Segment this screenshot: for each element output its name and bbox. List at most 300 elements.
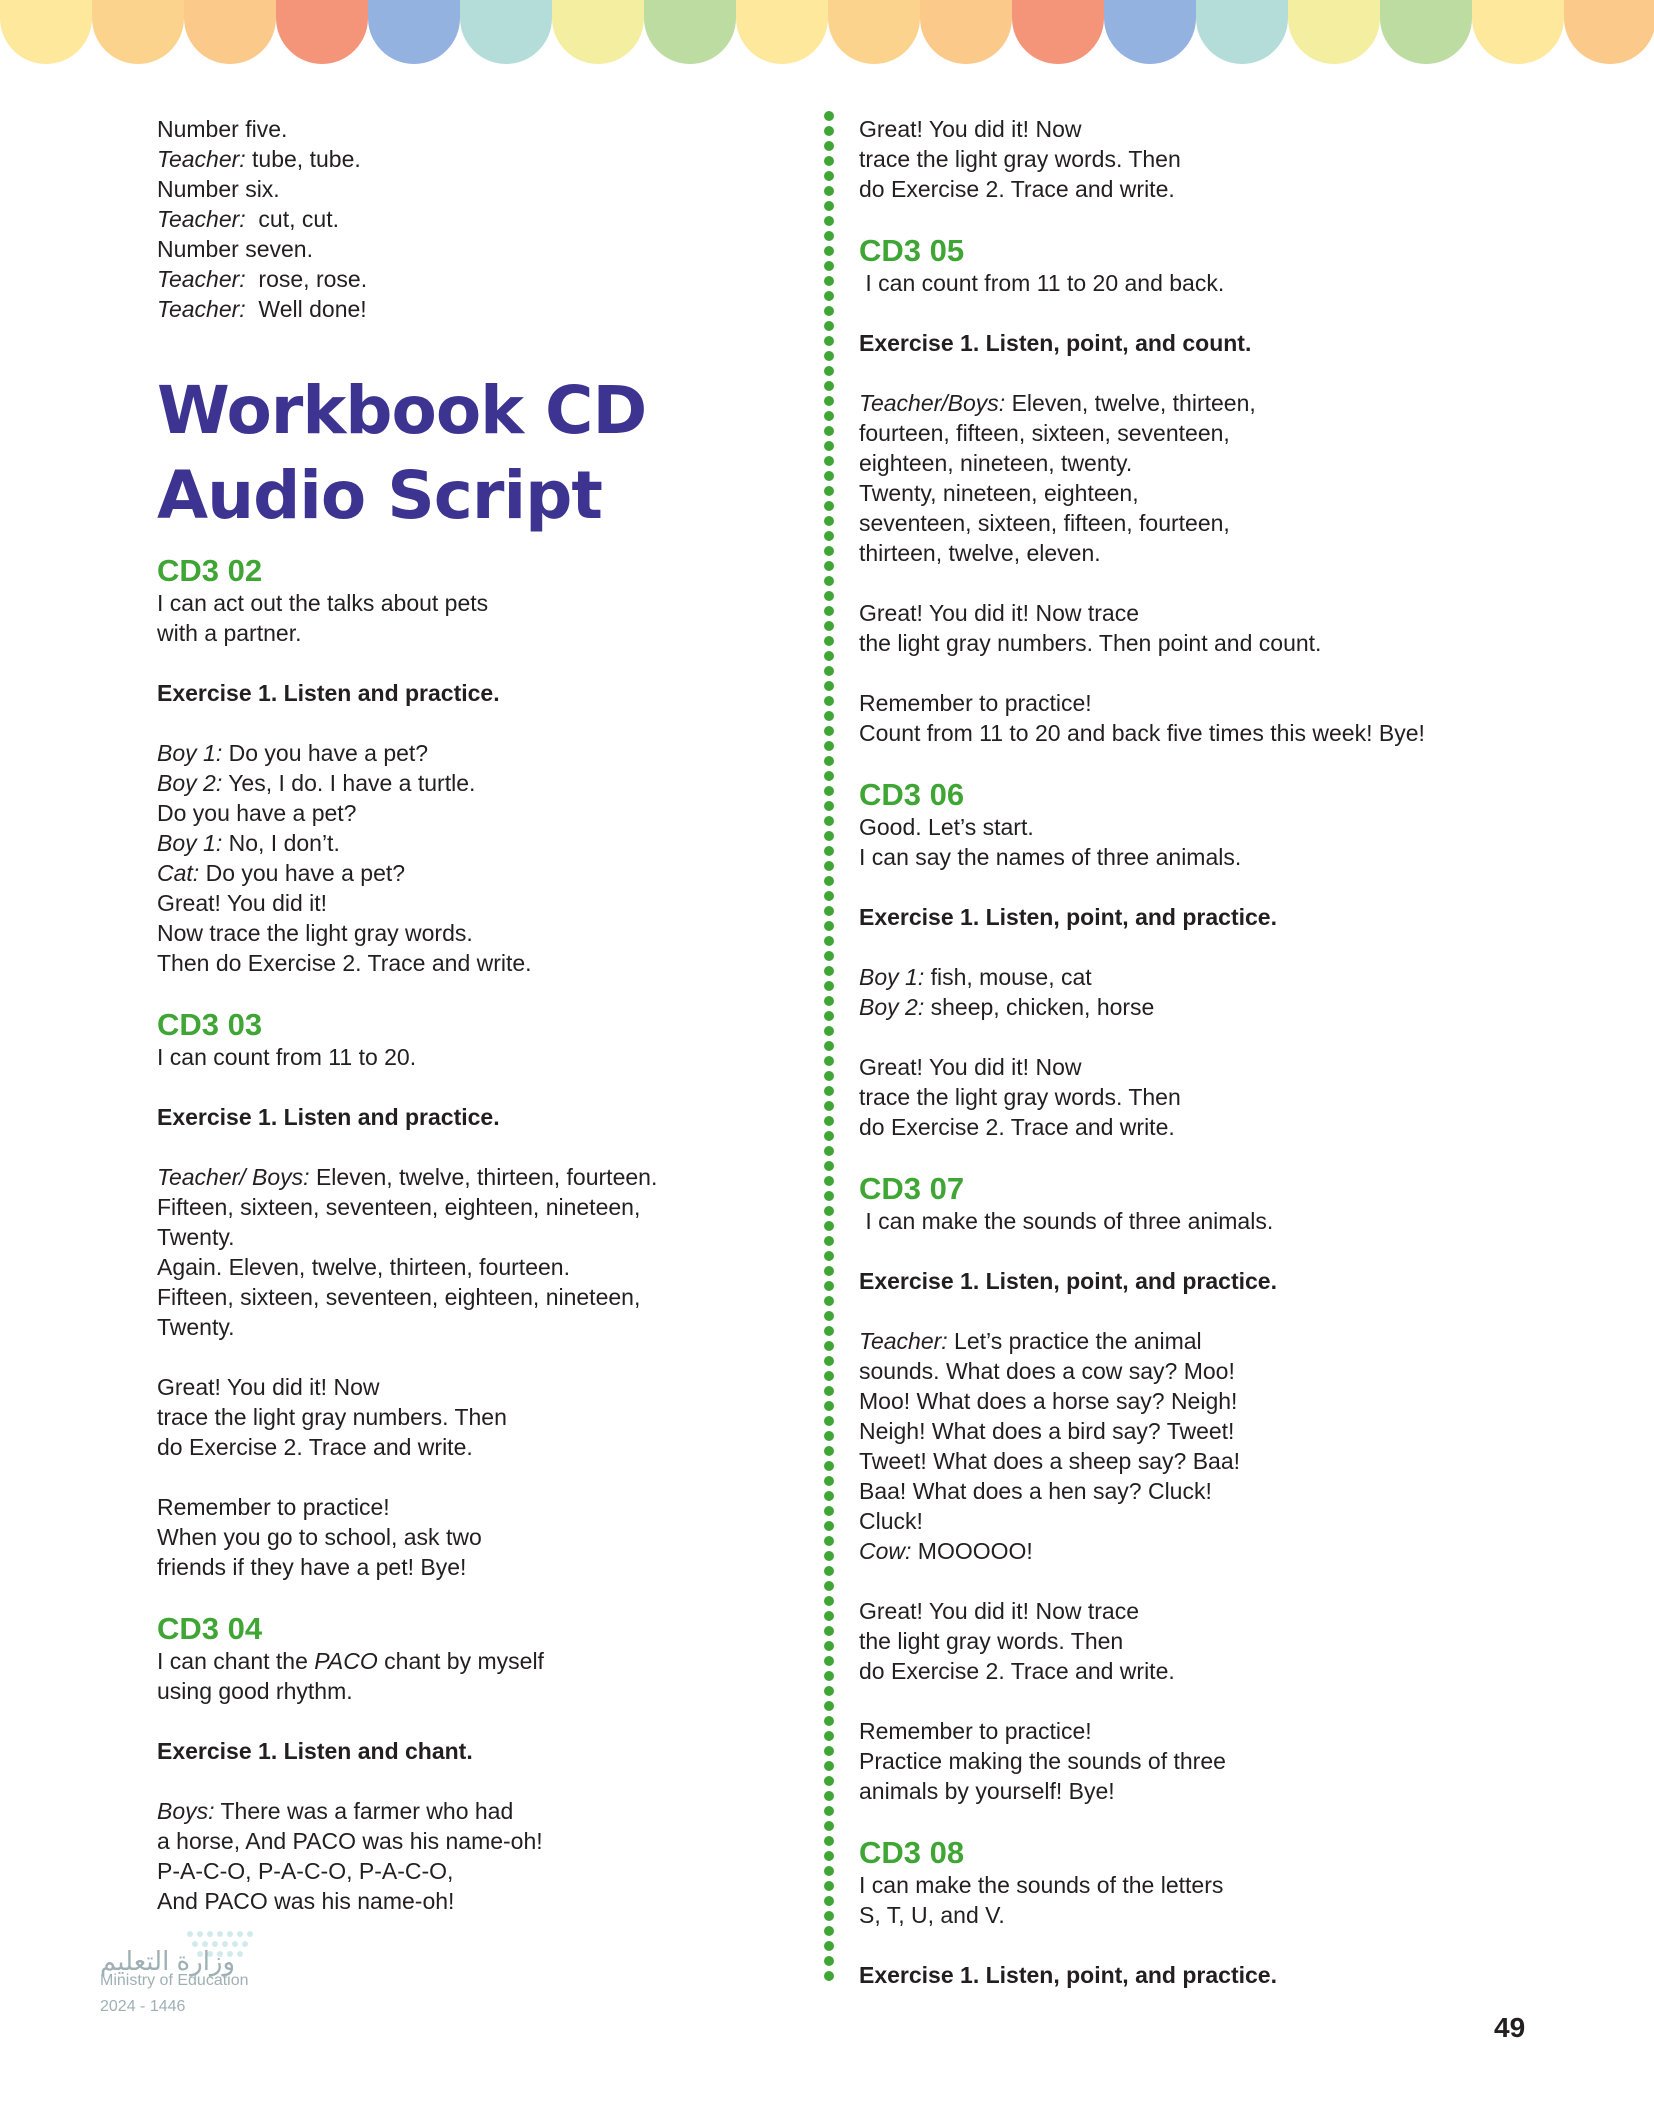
spacer <box>859 1236 1479 1266</box>
divider-dot <box>824 1956 834 1966</box>
dialog-line <box>157 264 717 294</box>
divider-dot <box>824 171 834 181</box>
script-line: I can say the names of three animals. <box>859 844 1242 870</box>
scallop-16 <box>1472 0 1564 64</box>
divider-dot <box>824 1401 834 1411</box>
divider-dot <box>824 546 834 556</box>
script-line: Number five. <box>157 116 288 142</box>
dialog-line <box>157 204 717 234</box>
script-line: a horse, And PACO was his name-oh! <box>157 1828 543 1854</box>
divider-dot <box>824 1581 834 1591</box>
divider-dot <box>824 1866 834 1876</box>
divider-dot <box>824 1011 834 1021</box>
divider-dot <box>824 921 834 931</box>
script-line: Twenty. <box>157 1224 235 1250</box>
script-line-part: I can chant the <box>157 1648 315 1674</box>
divider-dot <box>824 831 834 841</box>
divider-dot <box>824 1431 834 1441</box>
divider-dot <box>824 1371 834 1381</box>
speaker-label: Cow: <box>859 1538 912 1564</box>
dialog-line <box>157 1796 717 1826</box>
scallop-13 <box>1196 0 1288 64</box>
spacer <box>859 1930 1479 1960</box>
divider-dot <box>824 1746 834 1756</box>
spacer <box>157 1706 717 1736</box>
divider-dot <box>824 606 834 616</box>
dialog-line <box>859 992 1479 1022</box>
speaker-label: Boy 1: <box>157 740 223 766</box>
divider-dot <box>824 1116 834 1126</box>
divider-dot <box>824 426 834 436</box>
right-column <box>859 114 1479 1990</box>
divider-dot <box>824 501 834 511</box>
scallop-11 <box>1012 0 1104 64</box>
speaker-label: Cat: <box>157 860 200 886</box>
divider-dot <box>824 1056 834 1066</box>
spacer <box>859 1686 1479 1716</box>
divider-dot <box>824 411 834 421</box>
divider-dot <box>824 711 834 721</box>
dialog-line <box>157 828 717 858</box>
script-line: Count from 11 to 20 and back five times this week! Bye! <box>859 720 1425 746</box>
watermark-english: Ministry of Education <box>100 1972 249 1989</box>
dialog-text: Do you have a pet? <box>222 740 429 766</box>
divider-dot <box>824 1026 834 1036</box>
divider-dot <box>824 726 834 736</box>
divider-dot <box>824 951 834 961</box>
divider-dot <box>824 576 834 586</box>
script-line: Cluck! <box>859 1508 923 1534</box>
divider-dot <box>824 1266 834 1276</box>
divider-dot <box>824 1836 834 1846</box>
divider-dot <box>824 186 834 196</box>
script-line: Fifteen, sixteen, seventeen, eighteen, nineteen, <box>157 1284 641 1310</box>
dialog-text: fish, mouse, cat <box>924 964 1092 990</box>
spacer <box>157 1342 717 1372</box>
script-line: trace the light gray numbers. Then <box>157 1404 507 1430</box>
script-line: P-A-C-O, P-A-C-O, P-A-C-O, <box>157 1858 454 1884</box>
script-line: And PACO was his name-oh! <box>157 1888 455 1914</box>
divider-dot <box>824 891 834 901</box>
divider-dot <box>824 1176 834 1186</box>
script-line: Great! You did it! Now <box>157 1374 380 1400</box>
spacer <box>859 204 1479 234</box>
divider-dot <box>824 876 834 886</box>
script-line <box>157 1646 717 1676</box>
divider-dot <box>824 636 834 646</box>
script-line: Tweet! What does a sheep say? Baa! <box>859 1448 1241 1474</box>
divider-dot <box>824 1191 834 1201</box>
exercise-instruction: Exercise 1. Listen and practice. <box>157 680 500 706</box>
spacer <box>859 748 1479 778</box>
script-line: the light gray numbers. Then point and count. <box>859 630 1322 656</box>
divider-dot <box>824 651 834 661</box>
divider-dot <box>824 801 834 811</box>
scallop-10 <box>920 0 1012 64</box>
script-line: I can act out the talks about pets <box>157 590 489 616</box>
divider-dot <box>824 1206 834 1216</box>
divider-dot <box>824 456 834 466</box>
divider-dot <box>824 1476 834 1486</box>
divider-dot <box>824 1701 834 1711</box>
spacer <box>859 1022 1479 1052</box>
scallop-15 <box>1380 0 1472 64</box>
dialog-line <box>859 1536 1479 1566</box>
exercise-instruction: Exercise 1. Listen and chant. <box>157 1738 473 1764</box>
divider-dot <box>824 1461 834 1471</box>
divider-dot <box>824 531 834 541</box>
dialog-text: No, I don’t. <box>222 830 340 856</box>
divider-dot <box>824 1596 834 1606</box>
watermark-year: 2024 - 1446 <box>100 1998 186 2015</box>
speaker-label: Teacher: <box>157 146 246 172</box>
divider-dot <box>824 906 834 916</box>
divider-dot <box>824 1626 834 1636</box>
divider-dot <box>824 126 834 136</box>
divider-dot <box>824 1221 834 1231</box>
speaker-label: Boy 2: <box>157 770 223 796</box>
divider-dot <box>824 1281 834 1291</box>
divider-dot <box>824 366 834 376</box>
divider-dot <box>824 816 834 826</box>
script-line: Baa! What does a hen say? Cluck! <box>859 1478 1212 1504</box>
scallop-14 <box>1288 0 1380 64</box>
script-line: Great! You did it! Now trace <box>859 600 1139 626</box>
speaker-label: Teacher/Boys: <box>859 390 1006 416</box>
divider-dot <box>824 846 834 856</box>
script-line: using good rhythm. <box>157 1678 353 1704</box>
divider-dot <box>824 1716 834 1726</box>
divider-dot <box>824 1251 834 1261</box>
scallop-2 <box>184 0 276 64</box>
dialog-text: Eleven, twelve, thirteen, fourteen. <box>309 1164 658 1190</box>
script-line: Do you have a pet? <box>157 800 357 826</box>
scallop-4 <box>368 0 460 64</box>
script-line: animals by yourself! Bye! <box>859 1778 1115 1804</box>
track-heading: CD3 03 <box>157 1007 263 1042</box>
divider-dot <box>824 1416 834 1426</box>
spacer <box>859 1142 1479 1172</box>
divider-dot <box>824 1851 834 1861</box>
script-line: trace the light gray words. Then <box>859 1084 1181 1110</box>
divider-dot <box>824 966 834 976</box>
divider-dot <box>824 486 834 496</box>
divider-dot <box>824 1491 834 1501</box>
divider-dot <box>824 996 834 1006</box>
speaker-label: Teacher: <box>157 266 246 292</box>
track-heading: CD3 08 <box>859 1835 965 1870</box>
spacer <box>859 1296 1479 1326</box>
divider-dot <box>824 1881 834 1891</box>
divider-dot <box>824 156 834 166</box>
scallop-17 <box>1564 0 1654 64</box>
divider-dot <box>824 1146 834 1156</box>
spacer <box>859 872 1479 902</box>
page-title <box>157 368 717 538</box>
scallop-6 <box>552 0 644 64</box>
divider-dot <box>824 1656 834 1666</box>
divider-dot <box>824 261 834 271</box>
speaker-label: Teacher: <box>859 1328 948 1354</box>
divider-dot <box>824 1611 834 1621</box>
dialog-text: Yes, I do. I have a turtle. <box>222 770 476 796</box>
divider-dot <box>824 1971 834 1981</box>
scallop-3 <box>276 0 368 64</box>
page-title-line: Audio Script <box>157 457 602 534</box>
spacer <box>157 1072 717 1102</box>
divider-dot <box>824 1911 834 1921</box>
divider-dot <box>824 246 834 256</box>
script-line: Great! You did it! <box>157 890 328 916</box>
divider-dot <box>824 1341 834 1351</box>
script-line: Remember to practice! <box>859 1718 1092 1744</box>
divider-dot <box>824 1311 834 1321</box>
divider-dot <box>824 381 834 391</box>
divider-dot <box>824 786 834 796</box>
script-line: sounds. What does a cow say? Moo! <box>859 1358 1235 1384</box>
scallop-7 <box>644 0 736 64</box>
dialog-line <box>859 1326 1479 1356</box>
script-line: Fifteen, sixteen, seventeen, eighteen, nineteen, <box>157 1194 641 1220</box>
scallop-5 <box>460 0 552 64</box>
divider-dot <box>824 1806 834 1816</box>
divider-dot <box>824 1761 834 1771</box>
spacer <box>859 1806 1479 1836</box>
track-heading: CD3 06 <box>859 777 965 812</box>
divider-dot <box>824 1671 834 1681</box>
divider-dot <box>824 1446 834 1456</box>
speaker-label: Boys: <box>157 1798 215 1824</box>
scallop-8 <box>736 0 828 64</box>
divider-dot <box>824 1131 834 1141</box>
divider-dot <box>824 1941 834 1951</box>
divider-dot <box>824 1791 834 1801</box>
exercise-instruction: Exercise 1. Listen, point, and practice. <box>859 904 1277 930</box>
divider-dot <box>824 666 834 676</box>
divider-dot <box>824 741 834 751</box>
divider-dot <box>824 696 834 706</box>
dialog-line <box>859 962 1479 992</box>
script-line: do Exercise 2. Trace and write. <box>859 176 1175 202</box>
dialog-text: rose, rose. <box>245 266 368 292</box>
script-line: Great! You did it! Now <box>859 116 1082 142</box>
left-column <box>157 114 717 1916</box>
speaker-label: Teacher/ Boys: <box>157 1164 310 1190</box>
divider-dot <box>824 1071 834 1081</box>
spacer <box>157 1132 717 1162</box>
divider-dot <box>824 1566 834 1576</box>
script-line: do Exercise 2. Trace and write. <box>157 1434 473 1460</box>
exercise-instruction: Exercise 1. Listen, point, and practice. <box>859 1268 1277 1294</box>
script-line: Practice making the sounds of three <box>859 1748 1226 1774</box>
divider-dot <box>824 1686 834 1696</box>
spacer <box>157 1462 717 1492</box>
divider-dot <box>824 1161 834 1171</box>
script-line: Number six. <box>157 176 280 202</box>
dialog-line <box>859 388 1479 418</box>
script-line: fourteen, fifteen, sixteen, seventeen, <box>859 420 1230 446</box>
divider-dot <box>824 396 834 406</box>
divider-dot <box>824 621 834 631</box>
divider-dot <box>824 1821 834 1831</box>
divider-dot <box>824 1536 834 1546</box>
scallop-1 <box>92 0 184 64</box>
dialog-line <box>157 738 717 768</box>
script-line: with a partner. <box>157 620 302 646</box>
dialog-text: Well done! <box>245 296 367 322</box>
spacer <box>859 298 1479 328</box>
script-line: the light gray words. Then <box>859 1628 1124 1654</box>
script-line: Number seven. <box>157 236 313 262</box>
dialog-line <box>157 294 717 324</box>
divider-dot <box>824 1326 834 1336</box>
divider-dot <box>824 1086 834 1096</box>
script-line: Good. Let’s start. <box>859 814 1034 840</box>
dialog-text: There was a farmer who had <box>214 1798 514 1824</box>
divider-dot <box>824 771 834 781</box>
script-line: Twenty. <box>157 1314 235 1340</box>
script-line: thirteen, twelve, eleven. <box>859 540 1101 566</box>
speaker-label: Boy 1: <box>859 964 925 990</box>
dialog-text: Do you have a pet? <box>199 860 406 886</box>
dialog-line <box>157 858 717 888</box>
divider-dot <box>824 1236 834 1246</box>
divider-dot <box>824 1641 834 1651</box>
divider-dot <box>824 111 834 121</box>
spacer <box>859 568 1479 598</box>
track-heading: CD3 05 <box>859 233 965 268</box>
dialog-text: MOOOOO! <box>911 1538 1033 1564</box>
script-line: Now trace the light gray words. <box>157 920 473 946</box>
divider-dot <box>824 1101 834 1111</box>
divider-dot <box>824 1896 834 1906</box>
script-line: Twenty, nineteen, eighteen, <box>859 480 1139 506</box>
divider-dot <box>824 1776 834 1786</box>
track-heading: CD3 07 <box>859 1171 965 1206</box>
dialog-text: tube, tube. <box>245 146 361 172</box>
divider-dot <box>824 1041 834 1051</box>
dialog-line <box>157 1162 717 1192</box>
script-line: Remember to practice! <box>859 690 1092 716</box>
divider-dot <box>824 1926 834 1936</box>
script-line: Neigh! What does a bird say? Tweet! <box>859 1418 1235 1444</box>
scallop-border <box>0 0 1654 66</box>
divider-dot <box>824 336 834 346</box>
exercise-instruction: Exercise 1. Listen, point, and practice. <box>859 1962 1277 1988</box>
script-line-part: PACO <box>314 1648 378 1674</box>
script-line: Great! You did it! Now <box>859 1054 1082 1080</box>
divider-dot <box>824 1506 834 1516</box>
script-line: Then do Exercise 2. Trace and write. <box>157 950 532 976</box>
track-heading: CD3 02 <box>157 553 263 588</box>
script-line: I can count from 11 to 20 and back. <box>859 270 1225 296</box>
script-line: eighteen, nineteen, twenty. <box>859 450 1133 476</box>
divider-dot <box>824 756 834 766</box>
dialog-text: Eleven, twelve, thirteen, <box>1005 390 1256 416</box>
scallop-0 <box>0 0 92 64</box>
divider-dot <box>824 861 834 871</box>
divider-dot <box>824 516 834 526</box>
speaker-label: Teacher: <box>157 206 246 232</box>
dotted-divider <box>822 110 836 1990</box>
script-line: trace the light gray words. Then <box>859 146 1181 172</box>
dialog-line <box>157 768 717 798</box>
spacer <box>157 1582 717 1612</box>
spacer <box>859 1566 1479 1596</box>
spacer <box>157 708 717 738</box>
divider-dot <box>824 291 834 301</box>
track-heading: CD3 04 <box>157 1611 263 1646</box>
divider-dot <box>824 1356 834 1366</box>
divider-dot <box>824 1296 834 1306</box>
divider-dot <box>824 141 834 151</box>
dialog-line <box>157 144 717 174</box>
script-line: friends if they have a pet! Bye! <box>157 1554 467 1580</box>
script-line: S, T, U, and V. <box>859 1902 1005 1928</box>
divider-dot <box>824 1731 834 1741</box>
divider-dot <box>824 561 834 571</box>
script-line: do Exercise 2. Trace and write. <box>859 1658 1175 1684</box>
divider-dot <box>824 936 834 946</box>
script-line: Moo! What does a horse say? Neigh! <box>859 1388 1238 1414</box>
scallop-12 <box>1104 0 1196 64</box>
divider-dot <box>824 471 834 481</box>
script-line-part: chant by myself <box>377 1648 544 1674</box>
divider-dot <box>824 306 834 316</box>
script-line: seventeen, sixteen, fifteen, fourteen, <box>859 510 1230 536</box>
divider-dot <box>824 351 834 361</box>
divider-dot <box>824 1386 834 1396</box>
script-line: Great! You did it! Now trace <box>859 1598 1139 1624</box>
spacer <box>859 932 1479 962</box>
divider-dot <box>824 981 834 991</box>
spacer <box>157 648 717 678</box>
script-line: I can make the sounds of three animals. <box>859 1208 1274 1234</box>
script-line: Again. Eleven, twelve, thirteen, fourteen. <box>157 1254 570 1280</box>
script-line: I can make the sounds of the letters <box>859 1872 1224 1898</box>
script-line: I can count from 11 to 20. <box>157 1044 417 1070</box>
scallop-9 <box>828 0 920 64</box>
divider-dot <box>824 1551 834 1561</box>
dialog-text: cut, cut. <box>245 206 339 232</box>
divider-dot <box>824 231 834 241</box>
exercise-instruction: Exercise 1. Listen, point, and count. <box>859 330 1252 356</box>
watermark-arabic: وزارة التعليم <box>100 1946 236 1976</box>
spacer <box>859 658 1479 688</box>
script-line: do Exercise 2. Trace and write. <box>859 1114 1175 1140</box>
dialog-text: Let’s practice the animal <box>947 1328 1202 1354</box>
divider-dot <box>824 216 834 226</box>
divider-dot <box>824 276 834 286</box>
speaker-label: Boy 1: <box>157 830 223 856</box>
exercise-instruction: Exercise 1. Listen and practice. <box>157 1104 500 1130</box>
divider-dot <box>824 681 834 691</box>
page-number: 49 <box>1494 2012 1526 2043</box>
divider-dot <box>824 591 834 601</box>
speaker-label: Boy 2: <box>859 994 925 1020</box>
divider-dot <box>824 1521 834 1531</box>
spacer <box>157 1766 717 1796</box>
speaker-label: Teacher: <box>157 296 246 322</box>
divider-dot <box>824 441 834 451</box>
divider-dot <box>824 201 834 211</box>
page-title-line: Workbook CD <box>157 372 647 449</box>
script-line: Remember to practice! <box>157 1494 390 1520</box>
script-line: When you go to school, ask two <box>157 1524 482 1550</box>
divider-dot <box>824 321 834 331</box>
spacer <box>859 358 1479 388</box>
dialog-text: sheep, chicken, horse <box>924 994 1155 1020</box>
